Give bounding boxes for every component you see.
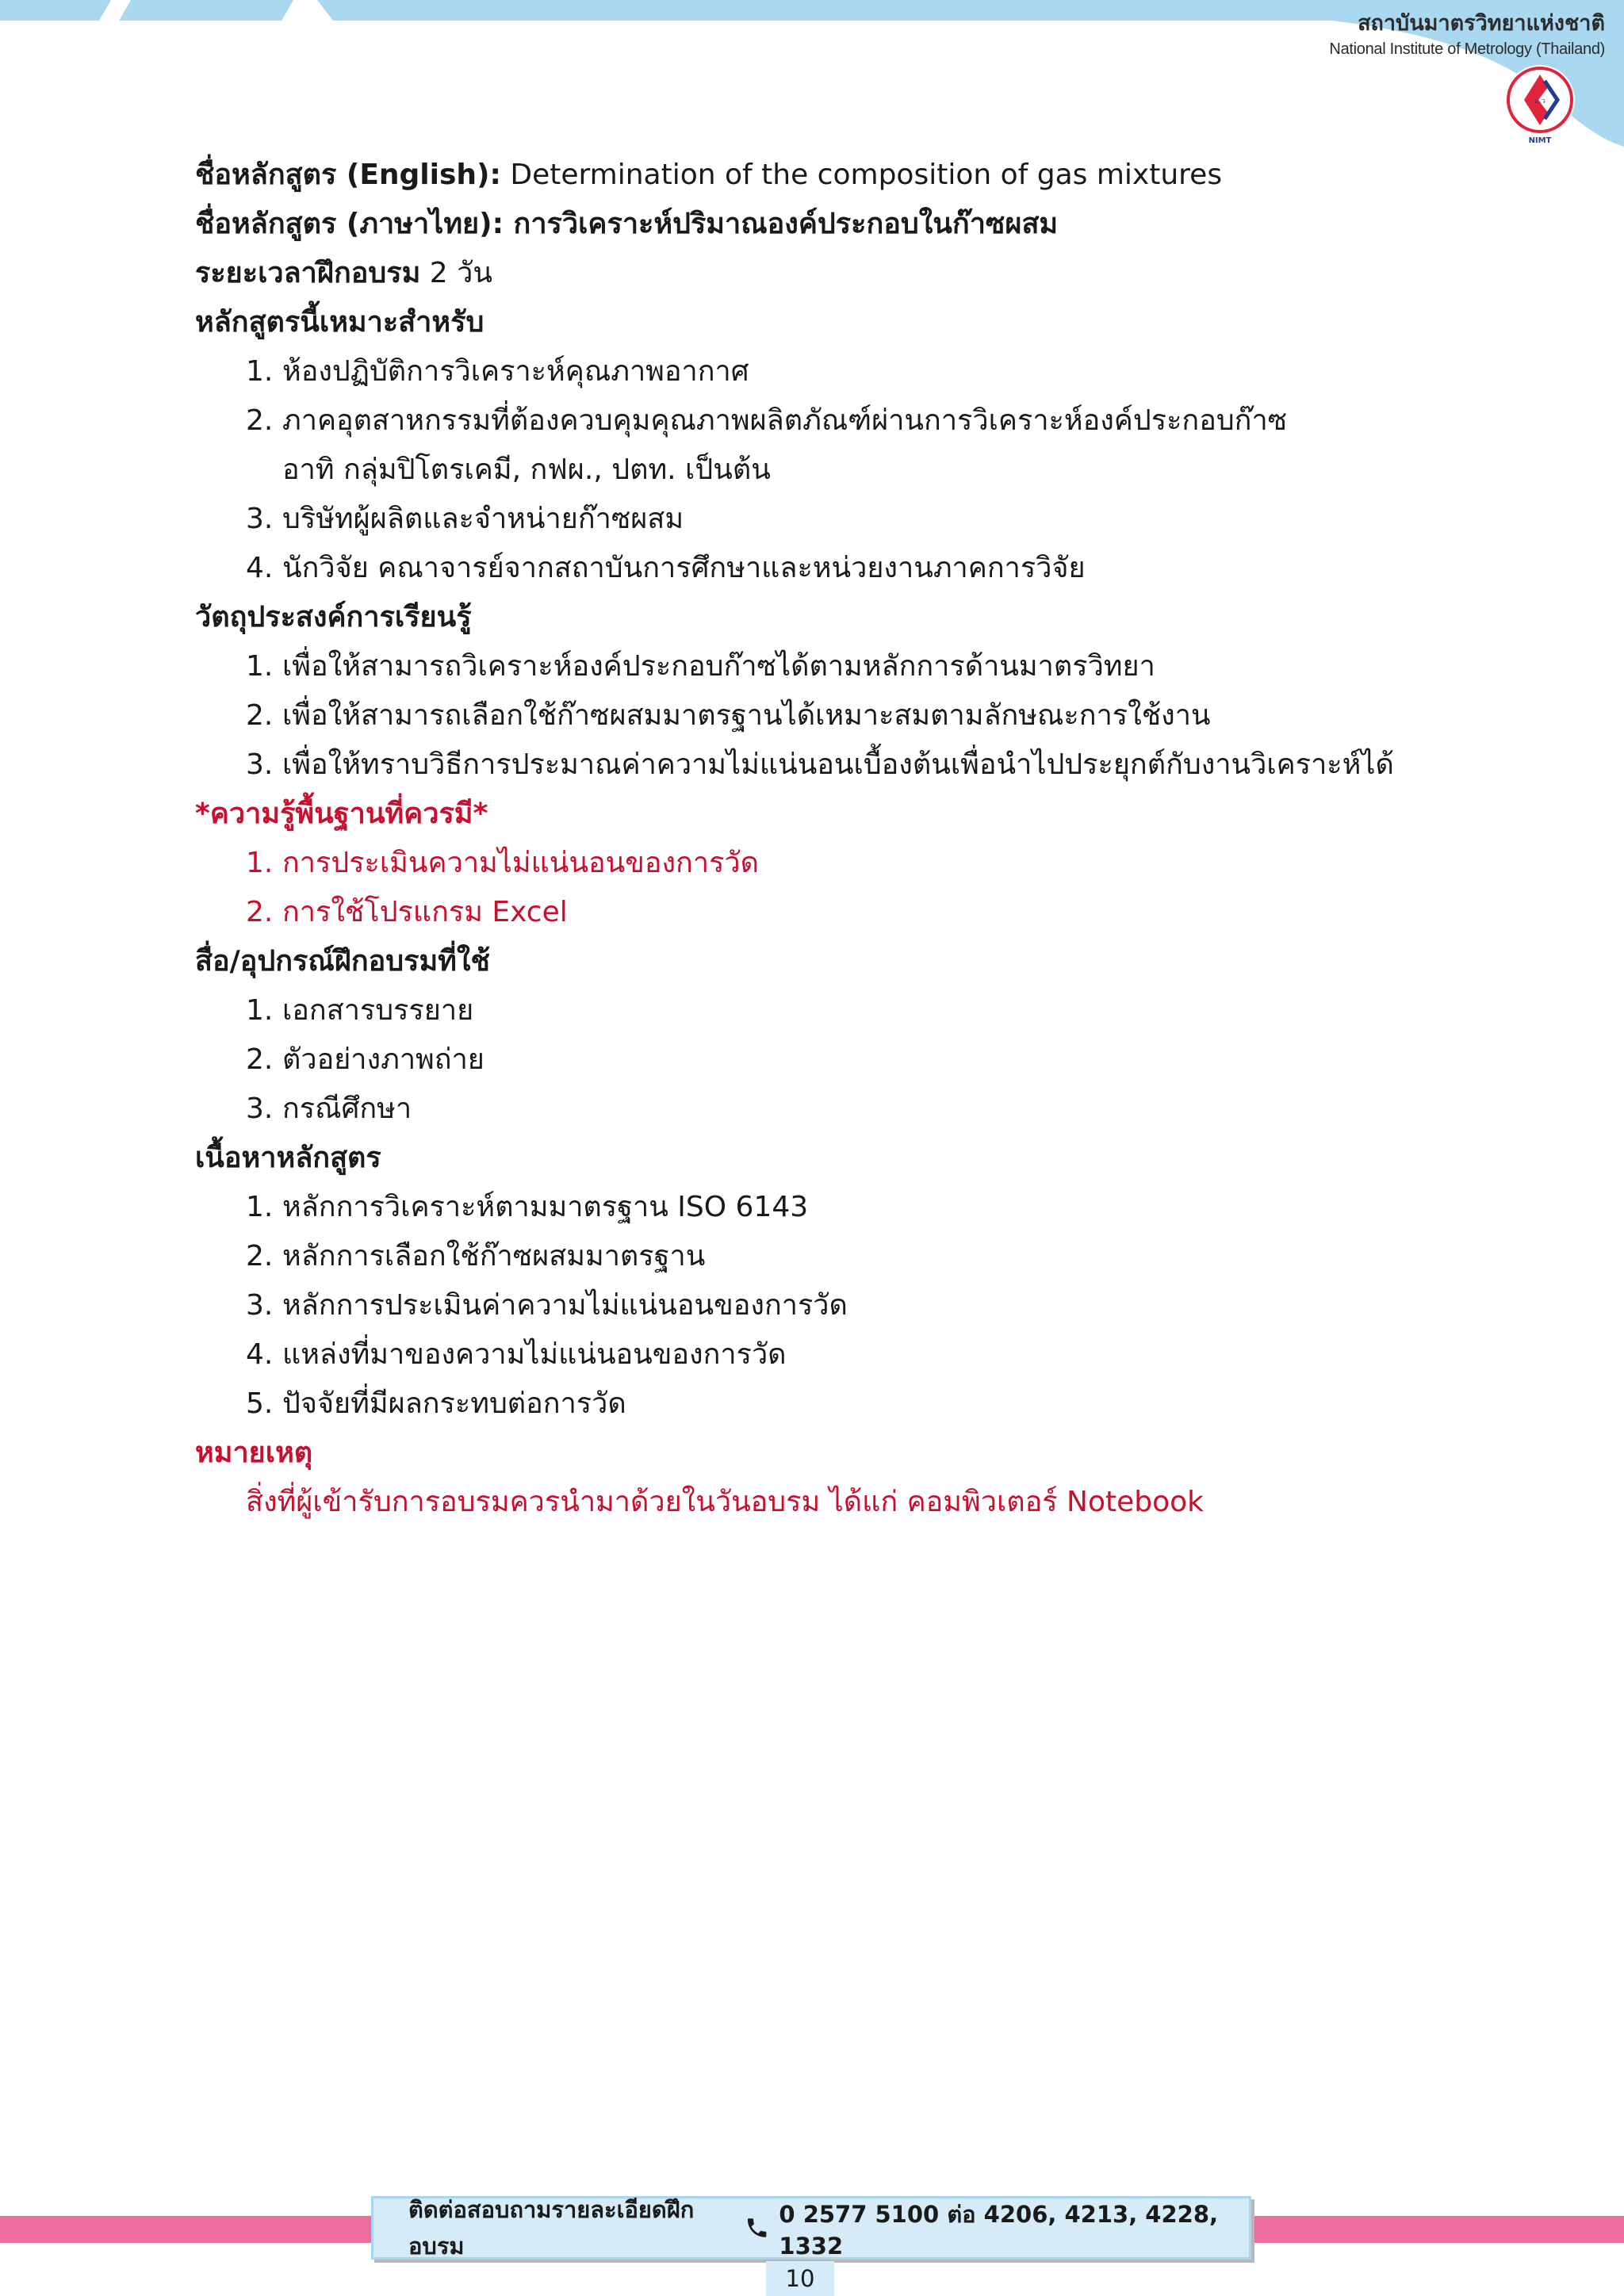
list-item: 3. บริษัทผู้ผลิตและจำหน่ายก๊าซผสม [246, 503, 684, 535]
note-text: สิ่งที่ผู้เข้ารับการอบรมควรนำมาด้วยในวันอบรม ได้แก่ คอมพิวเตอร์ Notebook [246, 1486, 1205, 1518]
footer-contact-box [371, 2196, 1251, 2260]
organization-name-english: National Institute of Metrology (Thailand) [1329, 40, 1605, 58]
list-item: 2. ภาคอุตสาหกรรมที่ต้องควบคุมคุณภาพผลิตภัณฑ์ผ่านการวิเคราะห์องค์ประกอบก๊าซ [246, 404, 1288, 437]
list-item: 4. แหล่งที่มาของความไม่แน่นอนของการวัด [246, 1338, 787, 1371]
list-item: 3. เพื่อให้ทราบวิธีการประมาณค่าความไม่แน่นอนเบื้องต้นเพื่อนำไปประยุกต์กับงานวิเคราะห์ได้ [246, 748, 1394, 781]
list-item: 1. ห้องปฏิบัติการวิเคราะห์คุณภาพอากาศ [246, 355, 749, 388]
list-item: 1. เอกสารบรรยาย [246, 994, 474, 1027]
footer-phone-number[interactable]: 0 2577 5100 ต่อ 4206, 4213, 4228, 1332 [779, 2201, 1219, 2260]
footer-contact-label: ติดต่อสอบถามรายละเอียดฝึกอบรม [408, 2196, 695, 2260]
page-number: 10 [766, 2261, 834, 2296]
course-title-english-value: Determination of the composition of gas mixtures [510, 159, 1223, 191]
course-title-thai [195, 200, 1432, 249]
prerequisites-heading: *ความรู้พื้นฐานที่ควรมี* [195, 798, 488, 830]
list-item: 1. การประเมินความไม่แน่นอนของการวัด [246, 847, 759, 879]
course-duration [195, 249, 1432, 298]
course-duration-value: 2 วัน [429, 257, 492, 289]
list-item: 2. การใช้โปรแกรม Excel [246, 896, 568, 928]
phone-icon [745, 2214, 769, 2241]
organization-name [1272, 10, 1605, 60]
nimt-logo [1503, 63, 1576, 146]
objectives-heading: วัตถุประสงค์การเรียนรู้ [195, 601, 472, 633]
course-title-thai-label: ชื่อหลักสูตร (ภาษาไทย): [195, 208, 504, 240]
logo-badge-text: ม.ว [1534, 98, 1545, 105]
course-title-thai-value: การวิเคราะห์ปริมาณองค์ประกอบในก๊าซผสม [513, 208, 1059, 240]
list-item: 3. หลักการประเมินค่าความไม่แน่นอนของการวัด [246, 1289, 848, 1322]
list-item: 5. ปัจจัยที่มีผลกระทบต่อการวัด [246, 1387, 626, 1420]
list-item: 3. กรณีศึกษา [246, 1093, 412, 1125]
course-content [195, 151, 1432, 1527]
course-title-english [195, 151, 1432, 200]
list-item: 2. เพื่อให้สามารถเลือกใช้ก๊าซผสมมาตรฐานได้เหมาะสมตามลักษณะการใช้งาน [246, 699, 1211, 732]
materials-heading: สื่อ/อุปกรณ์ฝึกอบรมที่ใช้ [195, 945, 490, 978]
organization-name-thai: สถาบันมาตรวิทยาแห่งชาติ [1358, 11, 1605, 36]
list-item: 1. เพื่อให้สามารถวิเคราะห์องค์ประกอบก๊าซได้ตามหลักการด้านมาตรวิทยา [246, 650, 1155, 683]
list-item: 2. หลักการเลือกใช้ก๊าซผสมมาตรฐาน [246, 1240, 706, 1272]
contents-heading: เนื้อหาหลักสูตร [195, 1142, 381, 1174]
list-item: 2. ตัวอย่างภาพถ่าย [246, 1043, 485, 1076]
course-duration-label: ระยะเวลาฝึกอบรม [195, 257, 421, 289]
list-item: 1. หลักการวิเคราะห์ตามมาตรฐาน ISO 6143 [246, 1191, 809, 1223]
list-item: 4. นักวิจัย คณาจารย์จากสถาบันการศึกษาและหน่วยงานภาคการวิจัย [246, 552, 1086, 584]
list-item-continuation: อาทิ กลุ่มปิโตรเคมี, กฟผ., ปตท. เป็นต้น [282, 453, 771, 486]
audience-heading: หลักสูตรนี้เหมาะสำหรับ [195, 306, 485, 339]
note-heading: หมายเหตุ [195, 1437, 313, 1469]
logo-text: NIMT [1528, 136, 1552, 145]
course-title-english-label: ชื่อหลักสูตร (English): [195, 159, 501, 191]
